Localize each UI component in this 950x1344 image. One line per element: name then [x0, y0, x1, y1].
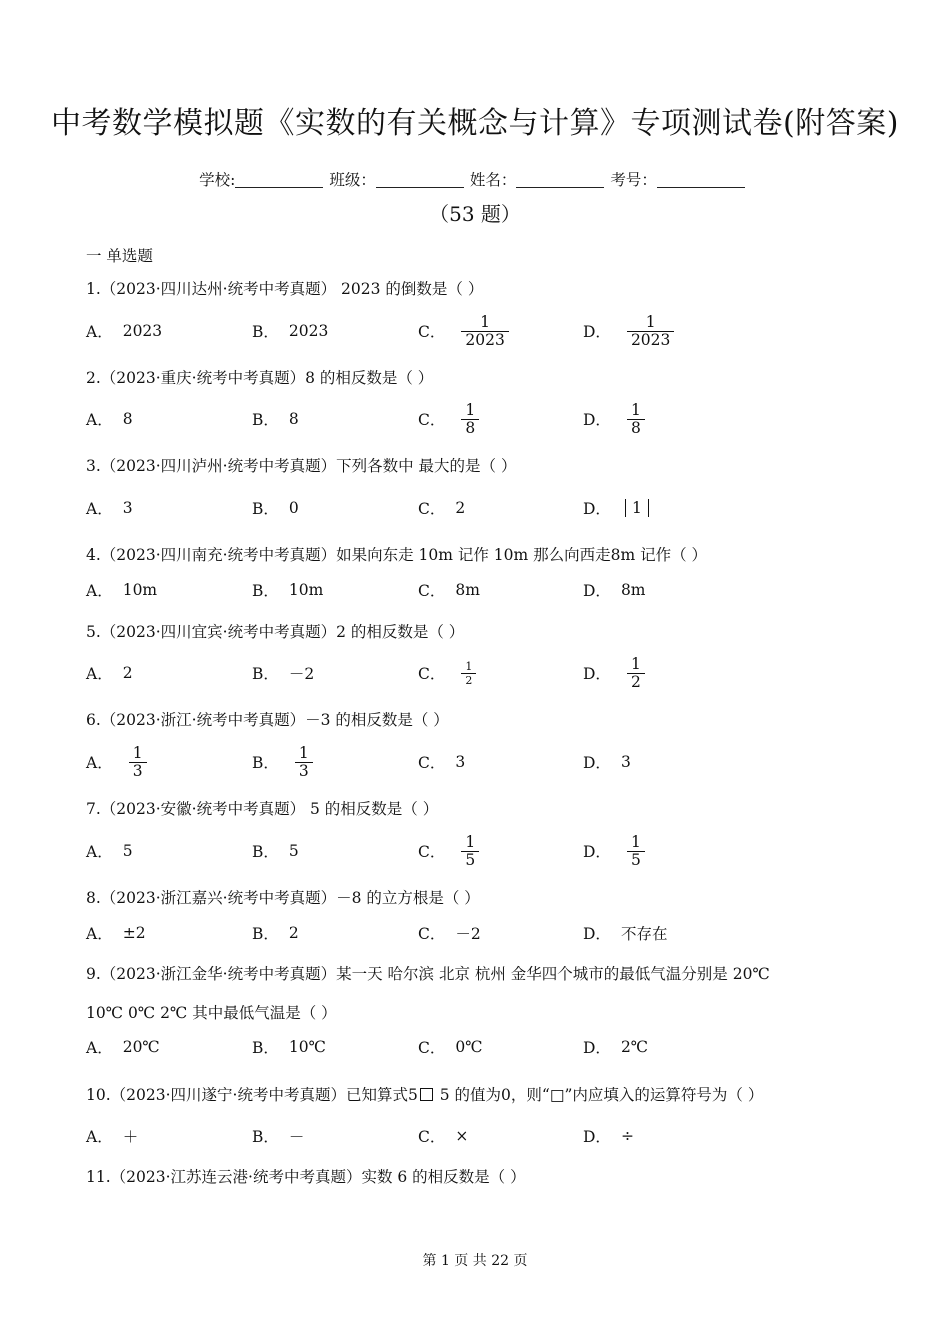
- options-q2: [86, 399, 886, 439]
- option-value: ＋: [122, 1128, 139, 1146]
- fraction: [129, 745, 147, 780]
- option-value: 8: [288, 410, 299, 428]
- numerator: 1: [630, 400, 641, 419]
- option-value: 8m: [620, 581, 646, 599]
- option-value: 10m: [288, 581, 324, 599]
- school-label: 学校:: [199, 171, 236, 189]
- numerator: 1: [465, 659, 473, 673]
- option-c: [418, 742, 465, 782]
- options-q8: [86, 913, 886, 953]
- option-label: A．: [86, 843, 113, 861]
- option-label: C．: [418, 665, 446, 683]
- denominator: 3: [129, 762, 147, 780]
- empty-box-icon: [420, 1088, 433, 1101]
- option-a: [86, 1116, 138, 1156]
- question-11: 11.（2023·江苏连云港·统考中考真题）实数 6 的相反数是（ ）: [86, 1168, 526, 1186]
- school-blank[interactable]: [235, 171, 323, 188]
- question-8: 8.（2023·浙江嘉兴·统考中考真题）－8 的立方根是（ ）: [86, 889, 480, 907]
- denominator: 5: [627, 851, 645, 869]
- option-b: [252, 570, 323, 610]
- option-label: B．: [252, 665, 279, 683]
- option-label: B．: [252, 582, 279, 600]
- option-value: ±2: [122, 924, 146, 942]
- fraction: [461, 660, 476, 687]
- option-label: B．: [252, 1039, 279, 1057]
- numerator: 1: [132, 743, 143, 762]
- name-label: 姓名：: [469, 171, 517, 189]
- class-blank[interactable]: [376, 171, 464, 188]
- option-value: 0: [288, 499, 299, 517]
- option-c: [418, 1027, 483, 1067]
- option-c: [418, 653, 476, 693]
- option-label: A．: [86, 500, 113, 518]
- question-10-stem: 10.（2023·四川遂宁·统考中考真题）已知算式5: [86, 1086, 418, 1104]
- option-label: D．: [583, 582, 611, 600]
- denominator: 2023: [627, 331, 674, 349]
- option-value: 5: [288, 842, 299, 860]
- option-a: [86, 488, 133, 528]
- absolute-value: 1: [625, 499, 649, 517]
- option-label: A．: [86, 925, 113, 943]
- option-label: B．: [252, 411, 279, 429]
- options-q3: [86, 488, 886, 528]
- option-c: [418, 913, 481, 953]
- option-c: [418, 311, 509, 351]
- options-q4: [86, 570, 886, 610]
- option-b: [252, 1027, 326, 1067]
- option-value: 10℃: [288, 1038, 326, 1056]
- section-heading: 一 单选题: [86, 247, 153, 265]
- option-value: 10m: [122, 581, 158, 599]
- option-a: [86, 742, 147, 782]
- option-value: 2023: [288, 322, 329, 340]
- number-blank[interactable]: [657, 171, 745, 188]
- option-value: 0℃: [455, 1038, 483, 1056]
- option-a: [86, 913, 146, 953]
- option-label: B．: [252, 500, 279, 518]
- option-b: [252, 831, 299, 871]
- fraction: [627, 402, 645, 437]
- question-2: 2.（2023·重庆·统考中考真题）8 的相反数是（ ）: [86, 369, 434, 387]
- options-q1: [86, 311, 886, 351]
- option-label: A．: [86, 323, 113, 341]
- option-value: 3: [620, 753, 631, 771]
- option-b: [252, 742, 313, 782]
- options-q6: [86, 742, 886, 782]
- option-value: 2℃: [620, 1038, 649, 1056]
- options-q7: [86, 831, 886, 871]
- fraction: [627, 314, 674, 349]
- option-b: [252, 913, 299, 953]
- option-value: ÷: [620, 1127, 634, 1145]
- option-d: [583, 399, 645, 439]
- option-d: [583, 1116, 634, 1156]
- question-1: 1.（2023·四川达州·统考中考真题） 2023 的倒数是（ ）: [86, 280, 484, 298]
- fraction: [461, 402, 479, 437]
- option-value: 不存在: [620, 925, 668, 943]
- option-label: B．: [252, 843, 279, 861]
- numerator: 1: [645, 312, 656, 331]
- denominator: 2: [461, 673, 476, 687]
- option-b: [252, 311, 328, 351]
- options-q9: [86, 1027, 886, 1067]
- option-b: [252, 399, 299, 439]
- option-label: D．: [583, 500, 611, 518]
- options-q10: [86, 1116, 886, 1156]
- option-c: [418, 1116, 468, 1156]
- fraction: [627, 834, 645, 869]
- option-a: [86, 311, 162, 351]
- option-label: D．: [583, 1039, 611, 1057]
- option-a: [86, 653, 133, 693]
- numerator: 1: [465, 832, 476, 851]
- option-label: C．: [418, 843, 446, 861]
- document-title: 中考数学模拟题《实数的有关概念与计算》专项测试卷(附答案): [51, 106, 899, 141]
- option-a: [86, 570, 157, 610]
- numerator: 1: [480, 312, 491, 331]
- numerator: 1: [465, 400, 476, 419]
- question-9: 9.（2023·浙江金华·统考中考真题）某一天 哈尔滨 北京 杭州 金华四个城市的最低气温分别是 20℃: [86, 965, 770, 983]
- fraction: [461, 834, 479, 869]
- option-label: D．: [583, 665, 611, 683]
- option-value: 3: [122, 499, 133, 517]
- option-value: 2: [122, 664, 133, 682]
- question-3: 3.（2023·四川泸州·统考中考真题）下列各数中 最大的是（ ）: [86, 457, 517, 475]
- option-label: C．: [418, 925, 446, 943]
- question-6: 6.（2023·浙江·统考中考真题）－3 的相反数是（ ）: [86, 711, 449, 729]
- denominator: 2023: [461, 331, 508, 349]
- option-label: A．: [86, 1039, 113, 1057]
- option-d: [583, 913, 667, 953]
- denominator: 2: [627, 673, 645, 691]
- option-c: [418, 570, 480, 610]
- denominator: 8: [461, 419, 479, 437]
- option-label: A．: [86, 1128, 113, 1146]
- option-label: A．: [86, 665, 113, 683]
- option-value: 2: [455, 499, 466, 517]
- question-5: 5.（2023·四川宜宾·统考中考真题）2 的相反数是（ ）: [86, 623, 465, 641]
- option-label: C．: [418, 1039, 446, 1057]
- option-d: [583, 1027, 648, 1067]
- option-label: C．: [418, 323, 446, 341]
- question-4: 4.（2023·四川南充·统考中考真题）如果向东走 10m 记作 10m 那么向西走8m 记作（ ）: [86, 546, 708, 564]
- options-q5: [86, 653, 886, 693]
- numerator: 1: [630, 832, 641, 851]
- option-value: －: [288, 1128, 305, 1146]
- denominator: 5: [461, 851, 479, 869]
- option-label: A．: [86, 411, 113, 429]
- class-label: 班级：: [329, 171, 376, 189]
- question-count: （53 题）: [429, 202, 521, 226]
- option-label: D．: [583, 843, 611, 861]
- option-a: [86, 399, 133, 439]
- option-d: [583, 831, 645, 871]
- fraction: [295, 745, 313, 780]
- question-10-rest: 5 的值为0，则“□”内应填入的运算符号为（ ）: [434, 1086, 764, 1104]
- option-value: 2023: [122, 322, 163, 340]
- student-info-line: [0, 168, 950, 190]
- option-a: [86, 831, 133, 871]
- option-label: B．: [252, 925, 279, 943]
- option-c: [418, 831, 479, 871]
- option-value: －2: [288, 665, 315, 683]
- option-value: 5: [122, 842, 133, 860]
- option-label: B．: [252, 323, 279, 341]
- option-d: [583, 311, 674, 351]
- option-label: D．: [583, 925, 611, 943]
- question-10: [86, 1083, 763, 1105]
- denominator: 8: [627, 419, 645, 437]
- option-b: [252, 488, 299, 528]
- option-value: 3: [455, 753, 466, 771]
- option-label: C．: [418, 500, 446, 518]
- fraction: [627, 656, 645, 691]
- option-value: 20℃: [122, 1038, 160, 1056]
- option-label: D．: [583, 411, 611, 429]
- page-footer: 第 1 页 共 22 页: [422, 1253, 528, 1269]
- option-label: C．: [418, 754, 446, 772]
- option-label: C．: [418, 411, 446, 429]
- option-value: ×: [455, 1127, 469, 1145]
- option-value: －2: [455, 925, 481, 943]
- option-d: [583, 488, 649, 528]
- option-label: C．: [418, 1128, 446, 1146]
- option-d: [583, 742, 631, 782]
- option-label: B．: [252, 1128, 279, 1146]
- option-label: A．: [86, 582, 113, 600]
- option-value: 8: [122, 410, 133, 428]
- option-c: [418, 488, 465, 528]
- numerator: 1: [630, 654, 641, 673]
- number-label: 考号：: [610, 171, 657, 189]
- option-label: D．: [583, 1128, 611, 1146]
- option-label: D．: [583, 754, 611, 772]
- numerator: 1: [298, 743, 309, 762]
- option-b: [252, 653, 314, 693]
- option-a: [86, 1027, 160, 1067]
- question-9-continued: 10℃ 0℃ 2℃ 其中最低气温是（ ）: [86, 1004, 337, 1022]
- denominator: 3: [295, 762, 313, 780]
- option-label: B．: [252, 754, 279, 772]
- question-7: 7.（2023·安徽·统考中考真题） 5 的相反数是（ ）: [86, 800, 439, 818]
- option-label: A．: [86, 754, 113, 772]
- option-label: D．: [583, 323, 611, 341]
- option-b: [252, 1116, 304, 1156]
- name-blank[interactable]: [516, 171, 604, 188]
- option-value: 8m: [455, 581, 480, 599]
- option-label: C．: [418, 582, 446, 600]
- option-d: [583, 653, 645, 693]
- option-value: 2: [288, 924, 299, 942]
- option-c: [418, 399, 479, 439]
- fraction: [461, 314, 508, 349]
- option-d: [583, 570, 646, 610]
